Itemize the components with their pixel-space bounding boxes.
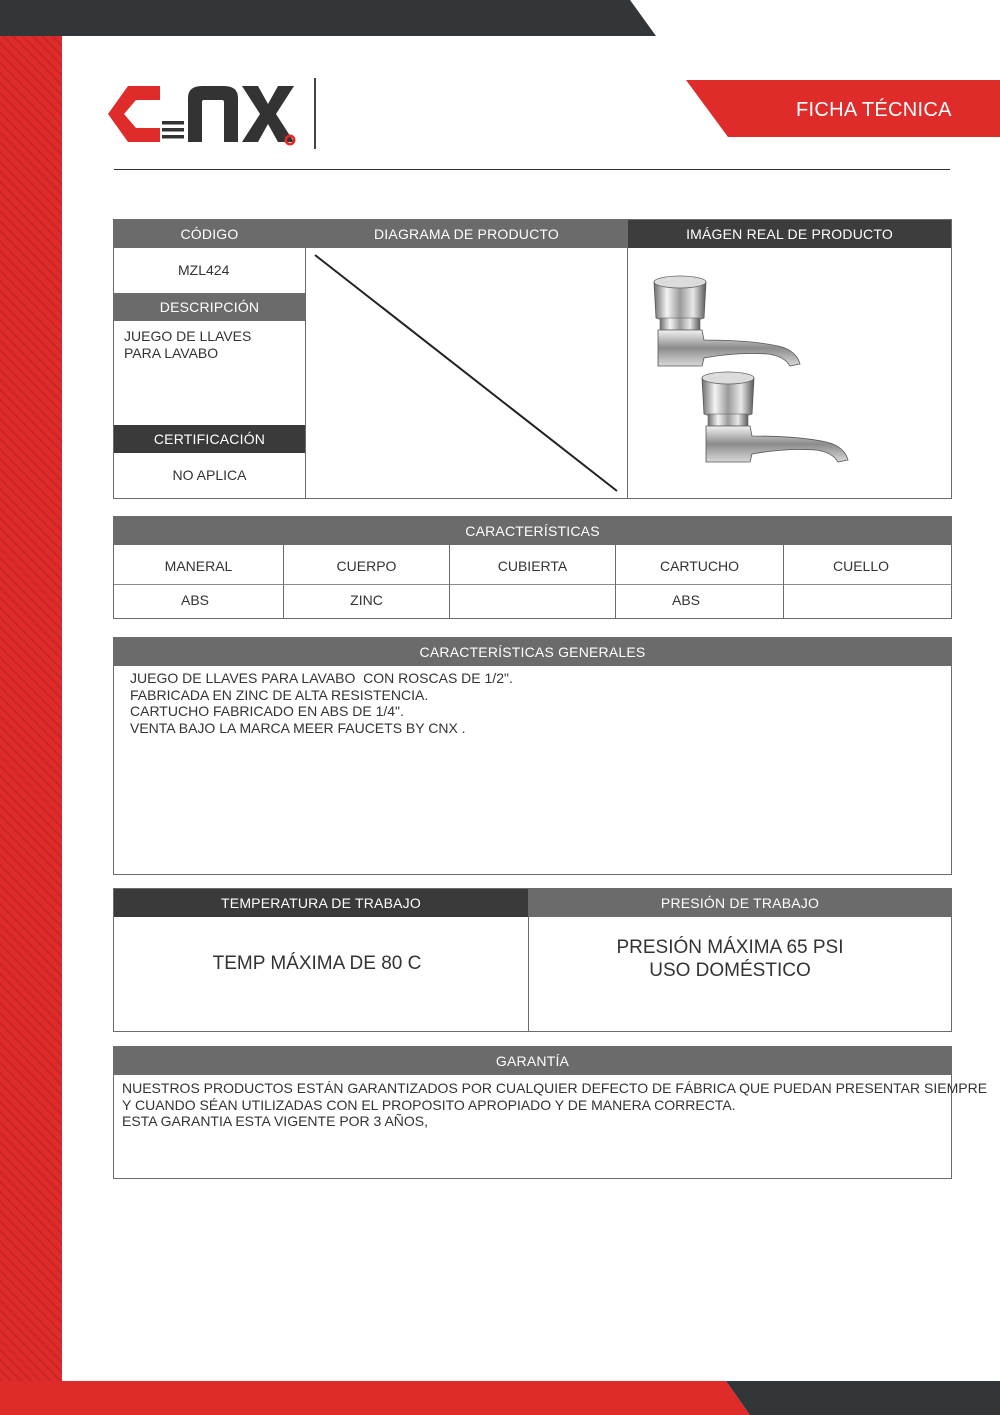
- row-divider: [114, 584, 951, 585]
- value-cartucho: ABS: [671, 592, 700, 608]
- description-line: JUEGO DE LLAVES: [124, 328, 252, 344]
- description-line: PARA LAVABO: [124, 344, 219, 361]
- side-stripe: [0, 36, 62, 1381]
- faucet-2: [702, 372, 848, 462]
- general-line: CARTUCHO FABRICADO EN ABS DE 1/4".: [130, 703, 404, 719]
- divider: [783, 545, 784, 618]
- ficha-tecnica-banner: [686, 80, 1000, 137]
- column-cubierta: CUBIERTA: [497, 558, 568, 574]
- column-cartucho: CARTUCHO: [659, 558, 740, 574]
- general-line: JUEGO DE LLAVES PARA LAVABO CON ROSCAS DE 1/2".: [130, 670, 513, 686]
- warranty-header: GARANTÍA: [114, 1047, 951, 1075]
- certification-header: CERTIFICACIÓN: [114, 425, 305, 453]
- general-header: CARACTERÍSTICAS GENERALES: [114, 638, 951, 666]
- general-line: FABRICADA EN ZINC DE ALTA RESISTENCIA.: [130, 686, 429, 703]
- description-header: DESCRIPCIÓN: [114, 293, 305, 321]
- logo-divider: [314, 78, 316, 149]
- image-header: IMÁGEN REAL DE PRODUCTO: [628, 220, 951, 248]
- pressure-value: [529, 936, 931, 982]
- temperature-value: TEMP MÁXIMA DE 80 C: [212, 953, 422, 974]
- warranty-text: [122, 1080, 987, 1130]
- pressure-line: USO DOMÉSTICO: [649, 960, 811, 981]
- faucet-image: [640, 268, 860, 468]
- faucet-1: [654, 276, 800, 366]
- general-text: [130, 670, 513, 736]
- column-maneral: MANERAL: [164, 558, 233, 574]
- diagram-header: DIAGRAMA DE PRODUCTO: [306, 220, 627, 248]
- certification-value: NO APLICA: [172, 467, 247, 483]
- header-rule: [114, 169, 950, 170]
- pressure-line: PRESIÓN MÁXIMA 65 PSI: [616, 937, 844, 958]
- bottom-bar: [0, 1381, 1000, 1415]
- temperature-header: TEMPERATURA DE TRABAJO: [114, 889, 528, 917]
- divider: [449, 545, 450, 618]
- code-header: CÓDIGO: [114, 220, 305, 248]
- divider: [627, 220, 628, 498]
- cnx-logo: [106, 80, 300, 148]
- product-description: [124, 328, 251, 361]
- value-maneral: ABS: [180, 592, 209, 608]
- pressure-header: PRESIÓN DE TRABAJO: [529, 889, 951, 917]
- column-cuello: CUELLO: [832, 558, 890, 574]
- warranty-line: Y CUANDO SÉAN UTILIZADAS CON EL PROPOSITO APROPIADO Y DE MANERA CORRECTA.: [122, 1096, 736, 1113]
- general-line: VENTA BAJO LA MARCA MEER FAUCETS BY CNX .: [130, 719, 466, 736]
- top-bar: [0, 0, 1000, 36]
- page-title: FICHA TÉCNICA: [796, 99, 952, 121]
- warranty-line: NUESTROS PRODUCTOS ESTÁN GARANTIZADOS POR CUALQUIER DEFECTO DE FÁBRICA QUE PUEDAN PRESENTAR SIEMPRE: [122, 1080, 988, 1096]
- product-code: MZL424: [178, 262, 230, 278]
- characteristics-header: CARACTERÍSTICAS: [114, 517, 951, 545]
- value-cuerpo: ZINC: [350, 592, 383, 608]
- diagram-placeholder: [306, 248, 627, 498]
- warranty-line: ESTA GARANTIA ESTA VIGENTE POR 3 AÑOS,: [122, 1113, 429, 1129]
- column-cuerpo: CUERPO: [336, 558, 397, 574]
